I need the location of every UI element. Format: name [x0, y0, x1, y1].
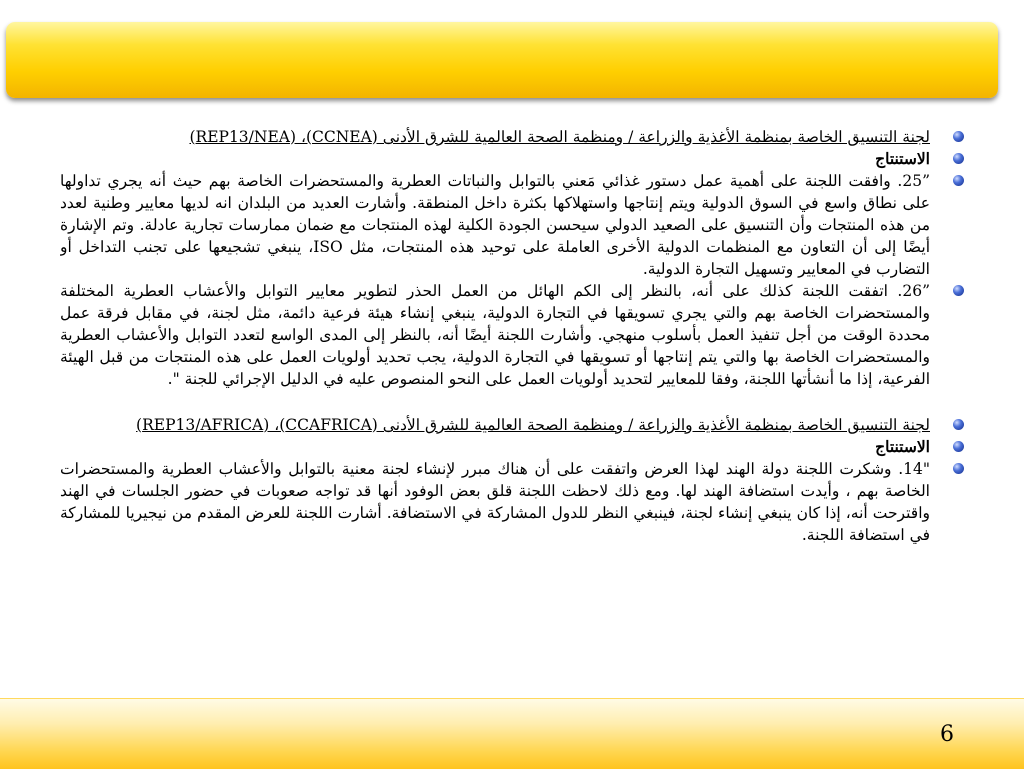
conclusion-label: الاستنتاج [875, 149, 930, 168]
bullet-icon [953, 153, 964, 164]
conclusion-label: الاستنتاج [875, 437, 930, 456]
bullet-icon [953, 175, 964, 186]
list-item [60, 126, 972, 148]
bullet-icon [953, 463, 964, 474]
bullet-icon [953, 419, 964, 430]
paragraph-25: ”25. وافقت اللجنة على أهمية عمل دستور غذائي مَعني بالتوابل والنباتات العطرية والمستحضرات الخاصة بهم حيث أنه يجري تداولها على نطاق واسع في السوق الدولية ويتم إنتاجها واستهلاكها بكثرة داخل المنطقة. وأشارت العديد من البلدان انه لديها معايير وطنية لعدد من هذه المنتجات وأن التنسيق على الصعيد الدولي سيحسن الجودة الكلية لهذه المنتجات مع ضمان ممارسات تجارية عادلة. وتم الإشارة أيضًا إلى أن التعاون مع المنظمات الدولية الأخرى العاملة على توحيد هذه المنتجات، مثل ISO، ينبغي تشجيعها على تجنب التداخل أو التضارب في المعايير وتسهيل التجارة الدولية. [60, 172, 930, 278]
list-item [60, 170, 972, 280]
list-item [60, 280, 972, 390]
bullet-icon [953, 131, 964, 142]
list-item [60, 436, 972, 458]
bullet-icon [953, 285, 964, 296]
title-banner [6, 22, 998, 98]
bullet-icon [953, 441, 964, 452]
list-item [60, 148, 972, 170]
paragraph-14: "14. وشكرت اللجنة دولة الهند لهذا العرض واتفقت على أن هناك مبرر لإنشاء لجنة معنية بالتوابل والأعشاب العطرية والمستحضرات الخاصة بهم ، وأيدت استضافة الهند لها. ومع ذلك لاحظت اللجنة قلق بعض الوفود أنها قد تواجه صعوبات في حضور الجلسات في الهند واقترحت أنه، إذا كان ينبغي إنشاء لجنة، فينبغي النظر للدول المشاركة في الاستضافة. أشارت اللجنة للعرض المقدم من نيجيريا للمشاركة في استضافة اللجنة. [60, 460, 930, 544]
bullet-list [60, 126, 972, 546]
list-item [60, 414, 972, 436]
list-item [60, 458, 972, 546]
page-number: 6 [940, 722, 954, 747]
ccnea-heading: لجنة التنسيق الخاصة بمنظمة الأغذية والزراعة / ومنظمة الصحة العالمية للشرق الأدنى (CCNEA)، (REP13/NEA) [189, 128, 930, 146]
ccafrica-heading: لجنة التنسيق الخاصة بمنظمة الأغذية والزراعة / ومنظمة الصحة العالمية للشرق الأدنى (CCAFRICA)، (REP13/AFRICA) [136, 416, 930, 434]
paragraph-26: ”26. اتفقت اللجنة كذلك على أنه، بالنظر إلى الكم الهائل من العمل الحذر لتطوير معايير التوابل والأعشاب العطرية المختلفة والمستحضرات الخاصة بهم والتي يجري تسويقها في التجارة الدولية، ينبغي إنشاء هيئة فرعية دائمة، مثل لجنة، في مقابل فرقة عمل محددة الوقت من أجل تنفيذ العمل بأسلوب منهجي. وأشارت اللجنة أيضًا أنه، بالنظر إلى المدى الواسع لتعدد التوابل والأعشاب العطرية والمستحضرات الخاصة بها والتي يتم إنتاجها أو تسويقها في التجارة الدولية، يجب تحديد أولويات العمل على هذه المنتجات من قبل الهيئة الفرعية، إذا ما أنشأتها اللجنة، وفقا للمعايير لتحديد أولويات العمل على النحو المنصوص عليه في الدليل الإجرائي للجنة ". [60, 282, 930, 388]
footer-band [0, 698, 1024, 769]
slide-content [60, 126, 972, 686]
